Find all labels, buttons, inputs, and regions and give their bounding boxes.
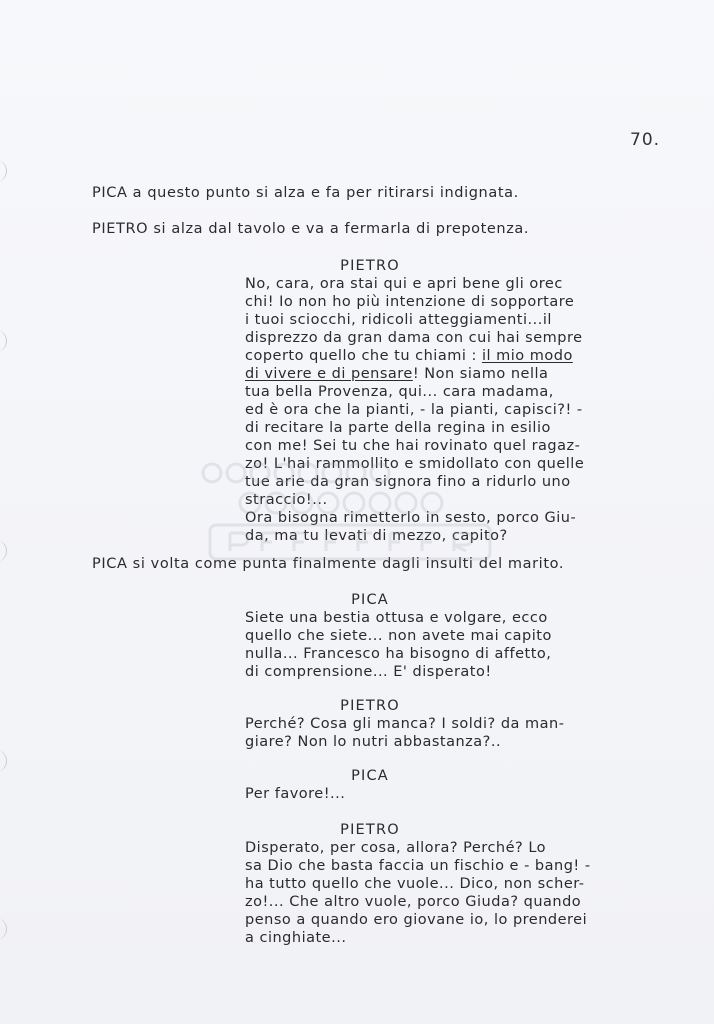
dialogue-lines — [245, 839, 591, 947]
dialogue-line: sa Dio che basta faccia un fischio e - bang! - — [245, 858, 591, 874]
dialogue-block — [245, 591, 585, 681]
dialogue-line: con me! Sei tu che hai rovinato quel ragaz- — [245, 438, 581, 454]
dialogue-line: tua bella Provenza, qui... cara madama, — [245, 384, 554, 400]
binder-hole — [0, 750, 7, 772]
dialogue-line: quello che siete... non avete mai capito — [245, 628, 552, 644]
dialogue-line: straccio!... — [245, 492, 328, 508]
dialogue-block — [245, 821, 591, 947]
page-number: 70. — [630, 130, 661, 150]
binder-hole — [0, 918, 7, 940]
dialogue-line: chi! Io non ho più intenzione di sopportare — [245, 294, 575, 310]
dialogue-line: di comprensione... E' disperato! — [245, 664, 492, 680]
dialogue-line: di recitare la parte della regina in esilio — [245, 420, 551, 436]
dialogue-line: Per favore!... — [245, 786, 346, 802]
dialogue-line: giare? Non lo nutri abbastanza?.. — [245, 734, 502, 750]
dialogue-line: penso a quando ero giovane io, lo prenderei — [245, 912, 588, 928]
dialogue-line — [245, 365, 585, 383]
speaker-name: PIETRO — [340, 698, 400, 714]
dialogue-line: Siete una bestia ottusa e volgare, ecco — [245, 610, 548, 626]
speaker-name: PICA — [351, 592, 389, 608]
dialogue-line: a cinghiate... — [245, 930, 347, 946]
binder-hole — [0, 540, 7, 562]
speaker-name: PICA — [351, 768, 389, 784]
dialogue-line: Perché? Cosa gli manca? I soldi? da man- — [245, 716, 565, 732]
dialogue-line: ha tutto quello che vuole... Dico, non scher- — [245, 876, 585, 892]
dialogue-lines — [245, 785, 585, 803]
binder-hole — [0, 330, 7, 352]
dialogue-lines — [245, 609, 585, 681]
line-text: ! Non siamo nella — [412, 366, 549, 382]
dialogue-line: zo! L'hai rammollito e smidollato con quelle — [245, 456, 585, 472]
line-text: coperto quello che tu chiami : — [245, 348, 482, 364]
dialogue-line: nulla... Francesco ha bisogno di affetto, — [245, 646, 552, 662]
dialogue-block — [245, 697, 585, 751]
dialogue-line: No, cara, ora stai qui e apri bene gli orec — [245, 276, 563, 292]
underlined-phrase: il mio modo — [481, 348, 573, 364]
dialogue-block — [245, 257, 585, 545]
stage-direction: PICA si volta come punta finalmente dagli insulti del marito. — [92, 556, 565, 572]
speaker-name: PIETRO — [340, 258, 400, 274]
dialogue-line — [245, 347, 585, 365]
dialogue-block — [245, 767, 585, 803]
binder-hole — [0, 160, 7, 182]
dialogue-lines — [245, 275, 585, 545]
dialogue-line: Disperato, per cosa, allora? Perché? Lo — [245, 840, 547, 856]
dialogue-line: i tuoi sciocchi, ridicoli atteggiamenti...il — [245, 312, 552, 328]
stage-direction: PIETRO si alza dal tavolo e va a fermarla di prepotenza. — [92, 221, 530, 237]
underlined-phrase: di vivere e di pensare — [245, 366, 413, 382]
dialogue-line: ed è ora che la pianti, - la pianti, capisci?! - — [245, 402, 583, 418]
dialogue-line: Ora bisogna rimetterlo in sesto, porco Giu- — [245, 510, 577, 526]
dialogue-line: disprezzo da gran dama con cui hai sempre — [245, 330, 583, 346]
dialogue-line: zo!... Che altro vuole, porco Giuda? quando — [245, 894, 582, 910]
dialogue-line: tue arie da gran signora fino a ridurlo uno — [245, 474, 571, 490]
dialogue-line: da, ma tu levati di mezzo, capito? — [245, 528, 508, 544]
speaker-name: PIETRO — [340, 822, 400, 838]
stage-direction: PICA a questo punto si alza e fa per ritirarsi indignata. — [92, 185, 519, 201]
dialogue-lines — [245, 715, 585, 751]
